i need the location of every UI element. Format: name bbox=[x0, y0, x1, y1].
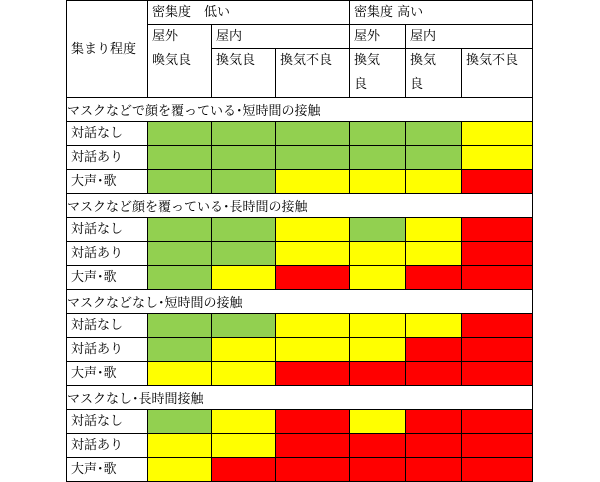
risk-cell bbox=[276, 122, 350, 146]
risk-cell bbox=[276, 314, 350, 338]
risk-cell bbox=[276, 170, 350, 194]
risk-cell bbox=[462, 458, 533, 482]
risk-cell bbox=[350, 218, 406, 242]
section-title: マスクなど顔を覆っている･長時間の接触 bbox=[67, 194, 533, 218]
risk-cell bbox=[406, 170, 462, 194]
risk-cell bbox=[212, 362, 276, 386]
row-label: 大声･歌 bbox=[67, 362, 148, 386]
risk-cell bbox=[276, 266, 350, 290]
section-row bbox=[67, 386, 533, 410]
risk-cell bbox=[212, 146, 276, 170]
risk-cell bbox=[276, 146, 350, 170]
risk-cell bbox=[406, 218, 462, 242]
table-row bbox=[67, 338, 533, 362]
risk-cell bbox=[350, 362, 406, 386]
risk-cell bbox=[276, 434, 350, 458]
outdoor-low-vent-label: 喚気良 bbox=[152, 53, 192, 68]
risk-cell bbox=[350, 314, 406, 338]
indoor-high-vent-bad-header: 換気不良 bbox=[462, 49, 533, 98]
table-row bbox=[67, 314, 533, 338]
table-row bbox=[67, 242, 533, 266]
risk-table bbox=[66, 0, 533, 482]
risk-cell bbox=[406, 410, 462, 434]
table-row bbox=[67, 170, 533, 194]
section-row bbox=[67, 290, 533, 314]
risk-cell bbox=[406, 314, 462, 338]
risk-cell bbox=[148, 170, 212, 194]
row-label: 大声･歌 bbox=[67, 170, 148, 194]
risk-cell bbox=[462, 266, 533, 290]
risk-cell bbox=[148, 458, 212, 482]
risk-cell bbox=[462, 218, 533, 242]
risk-cell bbox=[462, 122, 533, 146]
risk-cell bbox=[148, 146, 212, 170]
risk-cell bbox=[276, 410, 350, 434]
risk-cell bbox=[212, 314, 276, 338]
risk-cell bbox=[406, 242, 462, 266]
risk-cell bbox=[212, 242, 276, 266]
table-row bbox=[67, 362, 533, 386]
risk-cell bbox=[462, 434, 533, 458]
section-title: マスクなどなし･短時間の接触 bbox=[67, 290, 533, 314]
risk-cell bbox=[350, 338, 406, 362]
indoor-low-vent-bad-header: 換気不良 bbox=[276, 49, 350, 98]
row-label: 大声･歌 bbox=[67, 458, 148, 482]
risk-cell bbox=[148, 218, 212, 242]
gathering-degree-header: 集まり程度 bbox=[67, 1, 148, 98]
risk-cell bbox=[148, 122, 212, 146]
outdoor-low-label: 屋外 bbox=[152, 29, 179, 44]
risk-cell bbox=[276, 362, 350, 386]
risk-cell bbox=[212, 410, 276, 434]
table-row bbox=[67, 458, 533, 482]
risk-cell bbox=[350, 170, 406, 194]
row-label: 対話あり bbox=[67, 338, 148, 362]
outdoor-high-vent-line2: 良 bbox=[354, 77, 368, 92]
density-low-header: 密集度 低い bbox=[148, 1, 350, 25]
risk-cell bbox=[212, 338, 276, 362]
table-row bbox=[67, 122, 533, 146]
risk-cell bbox=[462, 362, 533, 386]
risk-cell bbox=[148, 434, 212, 458]
risk-cell bbox=[462, 242, 533, 266]
indoor-low-vent-good-header: 換気良 bbox=[212, 49, 276, 98]
risk-cell bbox=[462, 146, 533, 170]
table-row bbox=[67, 146, 533, 170]
risk-cell bbox=[406, 266, 462, 290]
risk-cell bbox=[276, 458, 350, 482]
risk-cell bbox=[406, 122, 462, 146]
row-label: 対話なし bbox=[67, 122, 148, 146]
risk-cell bbox=[462, 338, 533, 362]
risk-cell bbox=[148, 242, 212, 266]
risk-cell bbox=[212, 122, 276, 146]
risk-cell bbox=[350, 146, 406, 170]
risk-cell bbox=[212, 266, 276, 290]
row-label: 大声･歌 bbox=[67, 266, 148, 290]
row-label: 対話なし bbox=[67, 410, 148, 434]
table-row bbox=[67, 434, 533, 458]
table-row bbox=[67, 218, 533, 242]
risk-cell bbox=[406, 458, 462, 482]
risk-cell bbox=[350, 122, 406, 146]
risk-cell bbox=[276, 242, 350, 266]
row-label: 対話あり bbox=[67, 434, 148, 458]
section-title: マスクなどで顔を覆っている･短時間の接触 bbox=[67, 98, 533, 122]
table-row bbox=[67, 266, 533, 290]
indoor-high-vent-good-line2: 良 bbox=[410, 77, 424, 92]
risk-cell bbox=[406, 146, 462, 170]
risk-cell bbox=[350, 434, 406, 458]
risk-cell bbox=[406, 362, 462, 386]
risk-cell bbox=[462, 314, 533, 338]
outdoor-high-vent-header bbox=[350, 49, 406, 98]
risk-cell bbox=[148, 314, 212, 338]
table-row bbox=[67, 410, 533, 434]
section-row bbox=[67, 194, 533, 218]
risk-cell bbox=[406, 434, 462, 458]
risk-cell bbox=[212, 218, 276, 242]
risk-cell bbox=[212, 434, 276, 458]
risk-cell bbox=[148, 362, 212, 386]
risk-cell bbox=[350, 266, 406, 290]
row-label: 対話あり bbox=[67, 146, 148, 170]
indoor-high-header: 屋内 bbox=[406, 25, 533, 49]
outdoor-high-header: 屋外 bbox=[350, 25, 406, 49]
outdoor-high-vent-line1: 換気 bbox=[354, 53, 381, 68]
row-label: 対話なし bbox=[67, 314, 148, 338]
risk-cell bbox=[350, 410, 406, 434]
risk-cell bbox=[276, 218, 350, 242]
risk-cell bbox=[406, 338, 462, 362]
risk-cell bbox=[462, 170, 533, 194]
section-title: マスクなし･長時間接触 bbox=[67, 386, 533, 410]
risk-cell bbox=[350, 458, 406, 482]
risk-cell bbox=[148, 266, 212, 290]
risk-cell bbox=[212, 458, 276, 482]
indoor-high-vent-good-header bbox=[406, 49, 462, 98]
risk-cell bbox=[462, 410, 533, 434]
risk-cell bbox=[276, 338, 350, 362]
risk-cell bbox=[212, 170, 276, 194]
indoor-high-vent-good-line1: 換気 bbox=[410, 53, 437, 68]
row-label: 対話あり bbox=[67, 242, 148, 266]
risk-cell bbox=[148, 338, 212, 362]
risk-cell bbox=[148, 410, 212, 434]
risk-cell bbox=[350, 242, 406, 266]
section-row bbox=[67, 98, 533, 122]
outdoor-low-header bbox=[148, 25, 212, 98]
density-high-header: 密集度 高い bbox=[350, 1, 533, 25]
indoor-low-header: 屋内 bbox=[212, 25, 350, 49]
row-label: 対話なし bbox=[67, 218, 148, 242]
